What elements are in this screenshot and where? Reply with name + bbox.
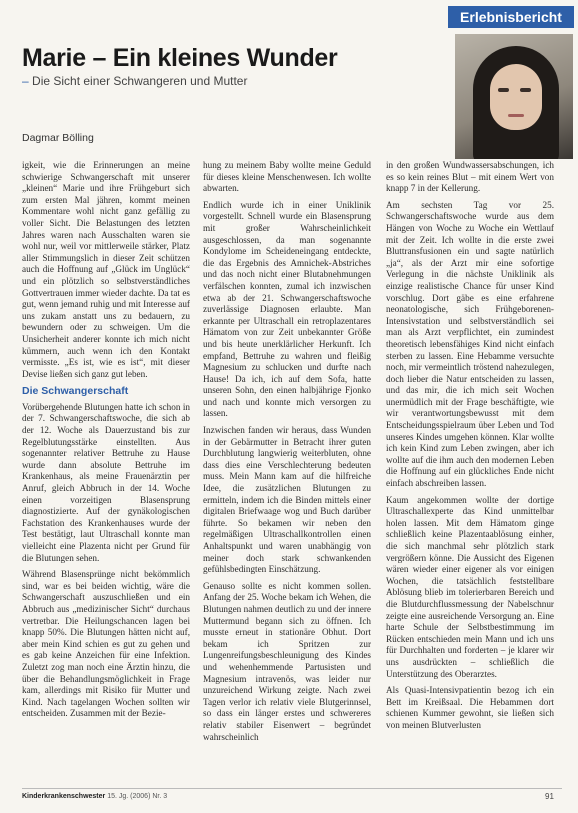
subtitle-text: Die Sicht einer Schwangeren und Mutter — [32, 74, 248, 88]
footer-divider — [22, 788, 562, 789]
subtitle-dash: – — [22, 74, 29, 88]
paragraph: Vorübergehende Blutungen hatte ich schon in der 7. Schwangerschaftswoche, die sich ab der 12. Woche als Dauerzustand bis zur Regelblutungsstärke einstellten. Aus sogenannter relativer Bettruhe zu Hause wurde dann absolute Bettruhe im Krankenhaus, als meine Frauenärztin per Anruf, gleich Abbruch in der 14. Woche einen vorzeitigen Blasensprung diagnostizierte. Auf der gynäkologischen Fachstation des Krankenhauses wurde der Test bestätigt, laut Ultraschall konnte man vielleicht eine Plazenta nicht per Grund für die Blutungen sehen. — [22, 401, 190, 563]
article-subtitle — [22, 74, 247, 88]
text-column-2 — [203, 160, 371, 748]
paragraph: igkeit, wie die Erinnerungen an meine schwierige Schwangerschaft mit unserer „kleinen“ Marie und ihre Frühgeburt sich zum ersten Mal jähren, kommt meinen Kommentare wohl nicht ganz gefällig zu voller Sicht. Die Belastungen des letzten Jahres waren nach Ausschalten waren sie wohl nur, weil vor mittlerweile stärker, Platz aller Stimmungslich in dieser Zeit schützen auch die Hoffnung auf „Glück im Unglück“ und ein plötzlich so selbstverständliches Gottvertrauen immer wieder dachte. Da tat es gut, wenn jemand ruhig und mit Interesse auf uns zukam anstatt uns zu bedauern, zu bewundern oder zu schweigen. Um die Unsicherheit anderer konnte ich mich nicht kümmern, auch wenn ich den Kontakt vermisste. „Es ist, wie es ist“, mit dieser Devise ließen sich ganz gut leben. — [22, 160, 190, 379]
section-label: Erlebnisbericht — [448, 6, 574, 28]
page-number: 91 — [545, 792, 554, 801]
paragraph: hung zu meinem Baby wollte meine Geduld für dieses kleine Menschenwesen. Ich wollte abwarten. — [203, 160, 371, 194]
section-heading: Die Schwangerschaft — [22, 385, 129, 398]
paragraph: in den großen Wundwassersabschungen, ich es so kein reines Blut – mit einem Wert von knapp 7 in der Kellerung. — [386, 160, 554, 194]
article-title: Marie – Ein kleines Wunder — [22, 44, 338, 72]
footer-source — [22, 793, 167, 800]
paragraph: Endlich wurde ich in einer Uniklinik vorgestellt. Schnell wurde ein Blasensprung mit großer Wahrscheinlichkeit ausgeschlossen, da man sogenannte Kondylome im Scheideneingang entdeckte, die das Ergebnis des Amnichek-Abstriches und das noch nicht einer Blutabnehmungen verfälschen konnten, zumal ich inzwischen etwa ab der 21. Schwangerschaftswoche zuverlässige Diagnosen erlaubte. Man erkannte per Ultraschall ein retroplazentares Hämatom von zur Zeit unbekannter Größe und bis heute unerklärlicher Herkunft. Ich empfand, Bettruhe zu wahren und fleißig Magnesium zu schlucken und durfte nach Hause! Da ich, ich auf dem Sofa, hatte unseren Sohn, den einen halbjährige Fjonko und nach und konnte mich versorgen zu lassen. — [203, 199, 371, 419]
text-column-1 — [22, 160, 190, 725]
paragraph: Am sechsten Tag vor 25. Schwangerschaftswoche wurde aus dem Hängen von Woche zu Woche ein Wettlauf mit der Zeit. Ich wollte in die erste zwei Bluttransfusionen ein und sagte natürlich „ja“, als der Arzt mir eine sofortige Verlegung in die nächste Uniklinik als einzige realistische Chance für unser Kind vorschlug. Dort gäbe es eine erfahrene neonatologische, sich Frühgeborenen-Intensivstation und selbstverständlich sei man als Arzt verpflichtet, ein zumindest theoretisch lebensfähiges Kind nicht einfach sterben zu lassen. Eine Hebamme versuchte noch, mir vermeintlich tröstend nahezulegen, doch lieber die Natur entscheiden zu lassen, und das mir, die ich mich seit Wochen unermüdlich mit der Frage beschäftigte, wie wir verantwortungsbewusst mit dem Entscheidungsspielraum über Leben und Tod unseres Kindes umgehen können. Klar wollte ich kein Kind zum Leben zwingen, aber ich wollte auf die ihm auch den modernen Leben die Hoffnung auf ein glückliches Ende nicht einfach abschreiben lassen. — [386, 199, 554, 489]
text-column-3 — [386, 160, 554, 737]
paragraph: Als Quasi-Intensivpatientin bezog ich ein Bett im Kreißsaal. Die Hebammen dort schienen Kummer gewohnt, sie ließen sich von meinen Blutverlusten — [386, 685, 554, 730]
author-photo — [455, 34, 573, 159]
paragraph: Kaum angekommen wollte der dortige Ultraschallexperte das Kind unmittelbar holen lassen. Mit dem Hämatom ginge schließlich keine Plazentaablösung einher, die sich manchmal sehr plötzlich stark vergrößern könne. Die Aussicht des Eigenen wären wieder einer eigener als vor einigen Wochen, die tatsächlich feststellbare Ablösung blieb im tolerierbaren Bereich und die Blutdurchflussmessung der Nabelschnur zeigte eine ausreichende Versorgung an. Eine harte Schule der Selbstbestimmung im Rücken entschieden mein Mann und ich uns für Durchhalten und forderten – je klarer wir uns ausdrückten – schließlich die Unterstützung des Oberarztes. — [386, 494, 554, 679]
paragraph: Inzwischen fanden wir heraus, dass Wunden in der Gebärmutter in Betracht ihrer guten Durchblutung langwierig weiterbluten, ohne dass dies eine Verschlechterung bedeuten muss. Mein Mann kam auf die hilfreiche Idee, die zusätzlichen Blutungen zu ermitteln, indem ich die Binden mittels einer digitalen Briefwaage wog und Buch darüber führte. So bekamen wir neben den regelmäßigen Ultraschallkontrollen einen Anhaltspunkt und waren unabhängig von meiner doch stark schwankenden gefühlsbedingten Einschätzung. — [203, 425, 371, 575]
paragraph: Genauso sollte es nicht kommen sollen. Anfang der 25. Woche bekam ich Wehen, die Blutungen nahmen deutlich zu und der innere Muttermund begann sich zu öffnen. Ich musste erneut in stationäre Obhut. Dort bekam ich Spritzen zur Lungenreifungsbeschleunigung des Kindes und wehenhemmende Partusisten und Magnesium intravenös, was leider nur unzureichend Wirkung zeigte. Nach zwei Tagen verlor ich relativ viele Blutgerinnsel, so dass ein länger erstes und schwereres relativ stabiler Eisenwert – begründet wahrscheinlich — [203, 580, 371, 742]
journal-name: Kinderkrankenschwester — [22, 793, 106, 800]
author-name: Dagmar Bölling — [22, 132, 94, 144]
journal-issue: 15. Jg. (2006) Nr. 3 — [105, 793, 168, 800]
paragraph: Während Blasensprünge nicht bekömmlich sind, war es bei beiden wichtig, wäre die Schwangerschaft auszuschließen und ein Abbruch aus „medizinischer Sicht“ durchaus vertretbar. Die Heilungschancen lagen bei knapp 50%. Die Blutungen hätten nicht auf, aber mein Kind schien es gut zu gehen und es gab keine Anzeichen für eine Infektion. Zuletzt zog man noch eine Ärztin hinzu, die über die Behandlungsmöglichkeit in Frage kam, allerdings mit Risiko für Mutter und Kind. Nach tagelangen Wochen sollten wir entscheiden. Zusammen mit der Bezie- — [22, 569, 190, 719]
